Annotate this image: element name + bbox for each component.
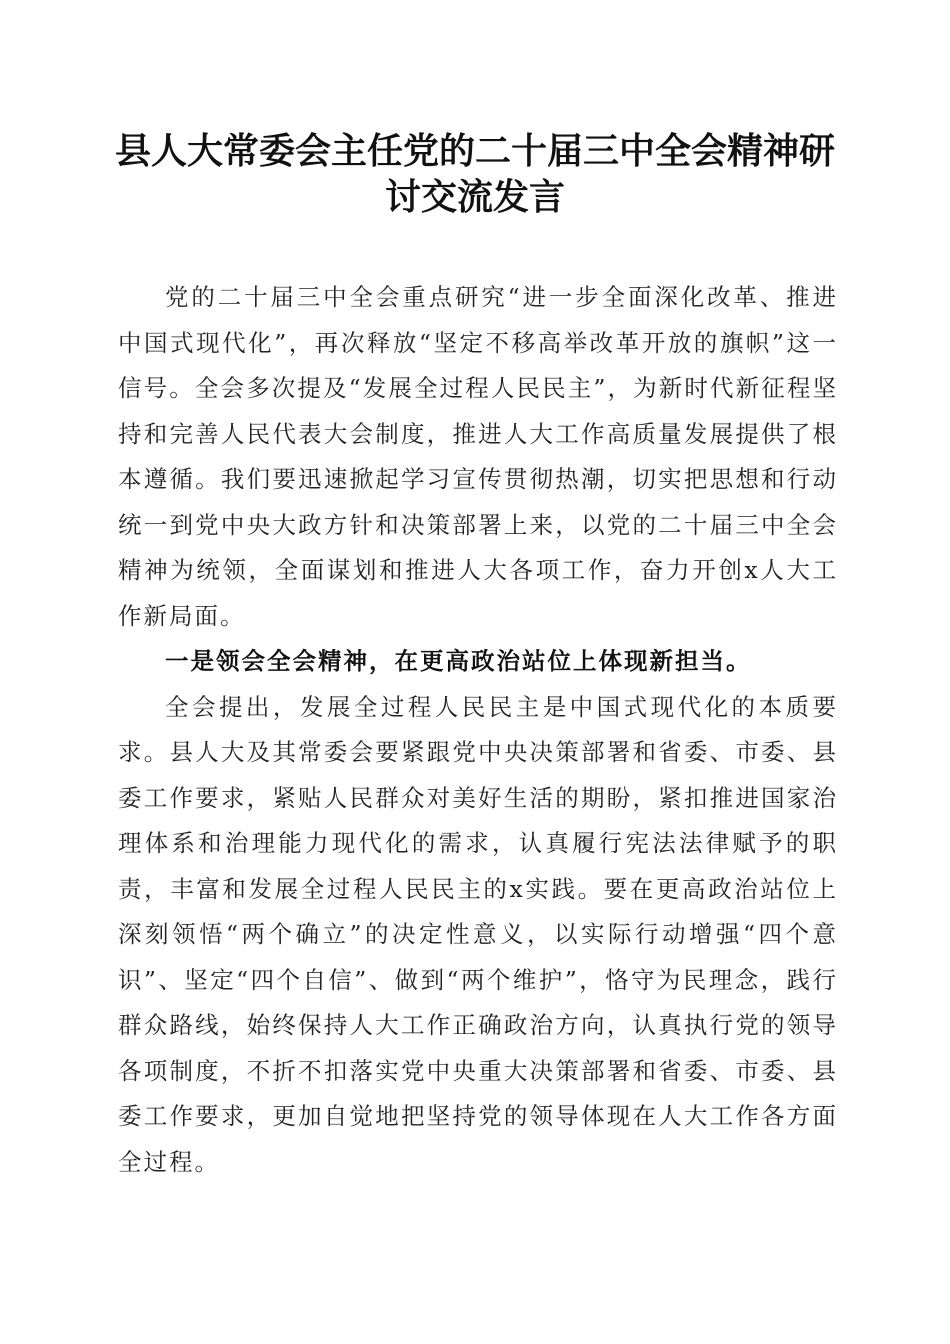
section-heading-1: 一是领会全会精神，在更高政治站位上体现新担当。 — [165, 647, 752, 675]
document-body — [118, 275, 838, 1185]
paragraph-section-1: 全会提出，发展全过程人民民主是中国式现代化的本质要求。县人大及其常委会要紧跟党中央决策部署和省委、市委、县委工作要求，紧贴人民群众对美好生活的期盼，紧扣推进国家治理体系和治理能力现代化的需求，认真履行宪法法律赋予的职责，丰富和发展全过程人民民主的x实践。要在更高政治站位上深刻领悟“两个确立”的决定性意义，以实际行动增强“四个意识”、坚定“四个自信”、做到“两个维护”，恪守为民理念，践行群众路线，始终保持人大工作正确政治方向，认真执行党的领导各项制度，不折不扣落实党中央重大决策部署和省委、市委、县委工作要求，更加自觉地把坚持党的领导体现在人大工作各方面全过程。 — [118, 692, 838, 1176]
document-title: 县人大常委会主任党的二十届三中全会精神研讨交流发言 — [114, 130, 835, 218]
paragraph-intro: 党的二十届三中全会重点研究“进一步全面深化改革、推进中国式现代化”，再次释放“坚定不移高举改革开放的旗帜”这一信号。全会多次提及“发展全过程人民民主”，为新时代新征程坚持和完善人民代表大会制度，推进人大工作高质量发展提供了根本遵循。我们要迅速掀起学习宣传贯彻热潮，切实把思想和行动统一到党中央大政方针和决策部署上来，以党的二十届三中全会精神为统领，全面谋划和推进人大各项工作，奋力开创x人大工作新局面。 — [118, 283, 838, 630]
